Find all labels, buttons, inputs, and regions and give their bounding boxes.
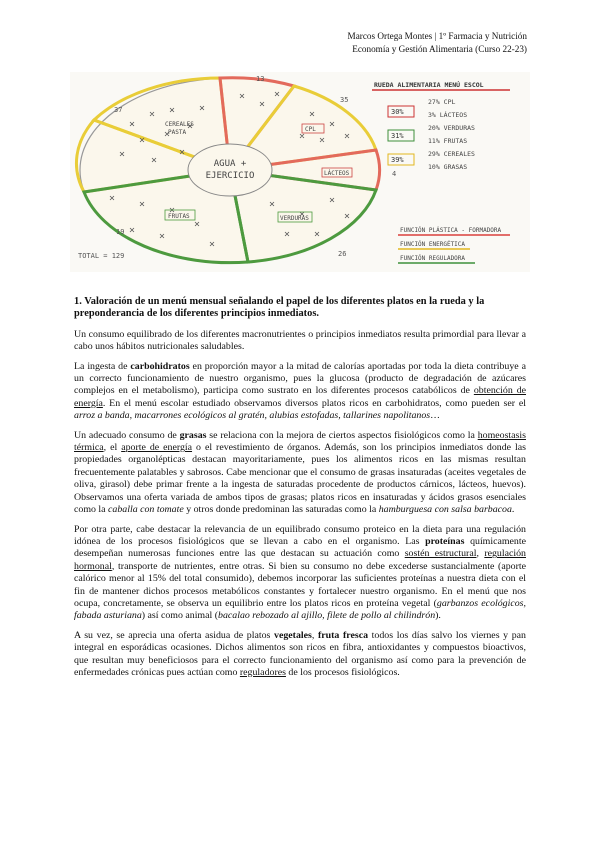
text-run: Por otra parte, cabe destacar la relevancia de un equilibrado consumo proteico en la dieta para una regulación idónea de los procesos fisiológicos que se llevan a cabo en el organismo. Las xyxy=(74,523,526,547)
course-line: Economía y Gestión Alimentaria (Curso 22-23) xyxy=(352,43,527,54)
text-run: A su vez, se aprecia una oferta asidua de platos xyxy=(74,629,275,641)
percent-box-3-label: 39% xyxy=(391,156,404,164)
document-body xyxy=(74,296,526,686)
center-label-line2: EJERCICIO xyxy=(205,171,255,181)
author-line: Marcos Ortega Montes | 1º Farmacia y Nutrición xyxy=(347,31,527,41)
text-run: , xyxy=(476,548,485,560)
text-run: todos los días salvo los viernes y pan integral en esporádicas ocasiones. Dichos alimentos son ricos en fibra, antioxidantes y compuestos bioactivos, que resultan muy beneficiosos para el correcto funcionamiento del organismo así como para la prevención de enfermedades crónicas pues actúan como xyxy=(74,629,526,678)
segment-label-frutas: FRUTAS xyxy=(168,213,190,220)
percent-box-2-label: 31% xyxy=(391,132,404,140)
text-run: ) así como animal ( xyxy=(141,610,218,622)
paragraph-proteinas xyxy=(74,524,526,623)
underline-aporte-energia: aporte de energía xyxy=(121,442,193,454)
segment-label-verduras: VERDURAS xyxy=(280,215,309,222)
center-label-line1: AGUA + xyxy=(213,159,247,169)
count-cpl: 13 xyxy=(256,75,265,83)
paragraph-grasas xyxy=(74,430,526,517)
text-run: . En el menú escolar estudiado observamos diversos platos ricos en carbohidratos, como pueden ser el xyxy=(102,397,526,409)
segment-label-pasta: PASTA xyxy=(168,129,187,136)
legend-item-verduras: 20% VERDURAS xyxy=(428,124,475,132)
text-run: se relaciona con la mejora de ciertos aspectos fisiológicos como la xyxy=(206,429,478,441)
text-run: químicamente desempeñan numerosas funciones entre las que destacan su actuación como xyxy=(74,535,526,560)
text-run: . xyxy=(511,504,515,516)
legend-item-lacteos: 3% LÁCTEOS xyxy=(428,111,468,119)
segment-label-cereales: CEREALES xyxy=(165,121,194,128)
underline-regulacion-hormonal: regulación hormonal xyxy=(74,548,526,572)
function-plastica: FUNCIÓN PLÁSTICA - FORMADORA xyxy=(400,227,502,234)
count-cereales: 37 xyxy=(114,106,123,114)
keyword-grasas: grasas xyxy=(179,429,207,441)
page-header xyxy=(348,30,527,55)
underline-reguladores: reguladores xyxy=(239,666,286,678)
text-run: en proporción mayor a la mitad de calorías aportadas por toda la dieta contribuye a un correcto funcionamiento de nuestro organismo, pues la glucosa (producto de degradación de azúcares complejos en el metabolismo), participa como sustrato en los diferentes procesos catabólicos de xyxy=(74,360,526,397)
keyword-fruta-fresca: fruta fresca xyxy=(317,629,369,641)
count-lacteos: 4 xyxy=(392,170,397,178)
text-run: … xyxy=(430,410,441,422)
center-circle xyxy=(188,144,272,196)
count-verduras: 26 xyxy=(338,250,347,258)
total-label: TOTAL = 129 xyxy=(78,252,125,260)
segment-label-lacteos: LÁCTEOS xyxy=(324,170,350,177)
segment-label-cpl: CPL xyxy=(305,126,316,133)
text-run: Un adecuado consumo de xyxy=(74,429,180,441)
function-energetica: FUNCIÓN ENERGÉTICA xyxy=(400,241,466,248)
legend-item-frutas: 11% FRUTAS xyxy=(428,137,468,145)
food-wheel-figure xyxy=(70,72,530,272)
legend-item-grasas: 10% GRASAS xyxy=(428,163,468,171)
italic-proteina-animal: bacalao rebozado al ajillo, filete de pollo al chilindrón xyxy=(218,610,436,622)
count-grasas: 35 xyxy=(340,96,349,104)
italic-proteina-vegetal: garbanzos ecológicos, fabada asturiana xyxy=(74,597,526,622)
text-run: , transporte de nutrientes, entre otras. Si bien su consumo no debe excederse sustancialmente (aporte calórico menor al 15% del total consumido), debemos incorporar las suficientes proteínas a nuestra dieta con el fin de mantener dichos procesos metabólicos constantes y fortalecer nuestro organismo. En el menú que nos ocupa, concretamente, se observa un equilibrio entre los platos ricos en proteína vegetal ( xyxy=(74,560,526,609)
food-wheel-drawing xyxy=(70,72,530,272)
paragraph-vegetales xyxy=(74,630,526,680)
text-run: o el revestimiento de órganos. Además, son los principios inmediatos donde las propiedades organolépticas destacan mayoritariamente, pues los alimentos ricos en las mismas resultan frecuentemente palatables y sabrosos. Cabe mencionar que el consumo de grasas insaturadas (aceites vegetales de oliva, girasol) debe primar frente a la ingesta de saturadas procedente de productos cárnicos, lácteos, huevos). Observamos una oferta variada de ambos tipos de grasas; platos ricos en insaturadas y ácidos grasos esenciales como la xyxy=(74,442,526,516)
text-run: , el xyxy=(103,442,122,454)
keyword-vegetales: vegetales xyxy=(274,629,312,641)
text-run: y otros donde predominan las saturadas como la xyxy=(183,504,379,516)
count-frutas: 19 xyxy=(116,228,125,236)
text-run: de los procesos fisiológicos. xyxy=(285,666,400,678)
legend-item-cereales: 29% CEREALES xyxy=(428,150,475,158)
legend-item-cpl: 27% CPL xyxy=(428,98,456,106)
underline-sosten: sostén estructural xyxy=(404,548,477,560)
italic-caballa: caballa con tomate xyxy=(108,504,184,516)
section-title: 1. Valoración de un menú mensual señalando el papel de los diferentes platos en la rueda y la preponderancia de los diferentes principios inmediatos. xyxy=(74,296,485,320)
legend-title: RUEDA ALIMENTARIA MENÚ ESCOL xyxy=(374,81,484,89)
underline-obtencion-energia: obtención de energía xyxy=(74,385,527,409)
underline-homeostasis: homeostasis térmica xyxy=(74,429,526,454)
keyword-carbohidratos: carbohidratos xyxy=(130,360,190,372)
function-reguladora: FUNCIÓN REGULADORA xyxy=(400,255,466,262)
paragraph-intro: Un consumo equilibrado de los diferentes macronutrientes o principios inmediatos resulta primordial para llevar a cabo unos hábitos nutricionales saludables. xyxy=(74,328,526,353)
text-run: , xyxy=(311,629,318,641)
paragraph-carbohidratos xyxy=(74,361,526,423)
text-run: ). xyxy=(435,610,441,622)
text-run: La ingesta de xyxy=(74,360,131,372)
keyword-proteinas: proteínas xyxy=(425,535,465,547)
italic-dishes-carbohidratos: arroz a banda, macarrones ecológicos al gratén, alubias estofadas, tallarines napolitanos xyxy=(74,410,431,422)
percent-box-1-label: 30% xyxy=(391,108,404,116)
italic-hamburguesa: hamburguesa con salsa barbacoa xyxy=(378,504,512,516)
